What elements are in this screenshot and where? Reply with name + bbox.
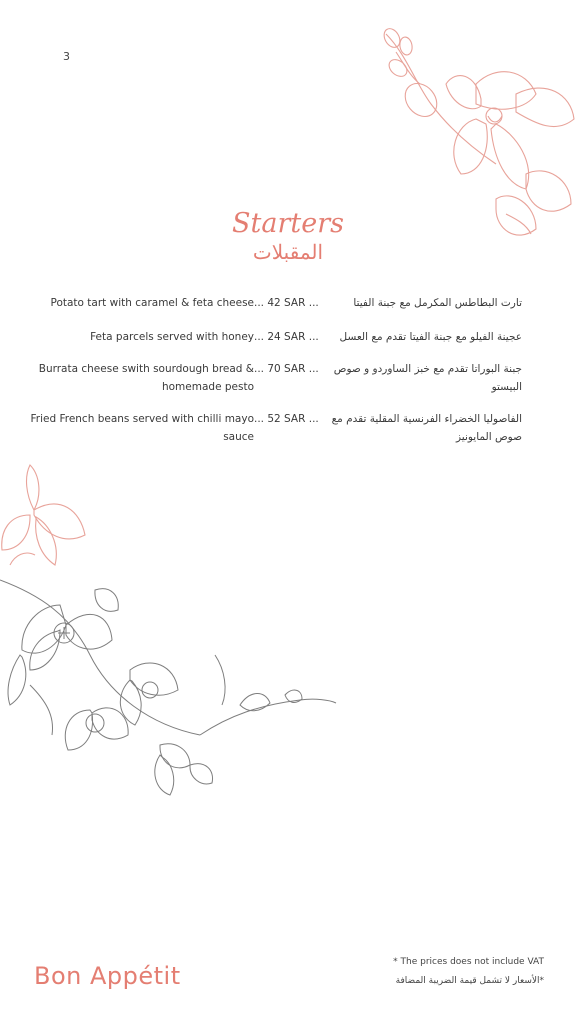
item-price: ... 70 SAR ... <box>254 363 319 375</box>
item-price: ... 24 SAR ... <box>254 331 319 343</box>
item-name-ar: الفاصوليا الخضراء الفرنسية المقلية تقدم مع صوص المايونيز <box>331 413 522 443</box>
section-title-en: Starters <box>232 208 344 239</box>
item-price: ... 52 SAR ... <box>254 413 319 425</box>
vat-note-ar: *الأسعار لا تشمل قيمة الضريبة المضافة <box>395 976 544 986</box>
item-name-ar: جبنة البوراتا تقدم مع خبز الساوردو و صوص البيستو <box>333 363 522 393</box>
item-name-en: Burrata cheese swith sourdough bread & homemade pesto <box>38 363 254 393</box>
bon-appetit-text: Bon Appétit <box>34 962 181 990</box>
magnolia-illustration-icon <box>0 455 340 815</box>
section-title-ar: المقبلات <box>252 240 324 264</box>
item-name-en: Feta parcels served with honey <box>90 331 254 343</box>
item-name-en: Fried French beans served with chilli mayo sauce <box>30 413 254 443</box>
item-name-ar: تارت البطاطس المكرمل مع جبنة الفيتا <box>353 297 522 309</box>
item-price: ... 42 SAR ... <box>254 297 319 309</box>
vat-note-en: * The prices does not include VAT <box>393 957 544 967</box>
item-name-ar: عجينة الفيلو مع جبنة الفيتا تقدم مع العسل <box>339 331 522 343</box>
page-number: 3 <box>63 50 70 63</box>
item-name-en: Potato tart with caramel & feta cheese <box>50 297 254 309</box>
